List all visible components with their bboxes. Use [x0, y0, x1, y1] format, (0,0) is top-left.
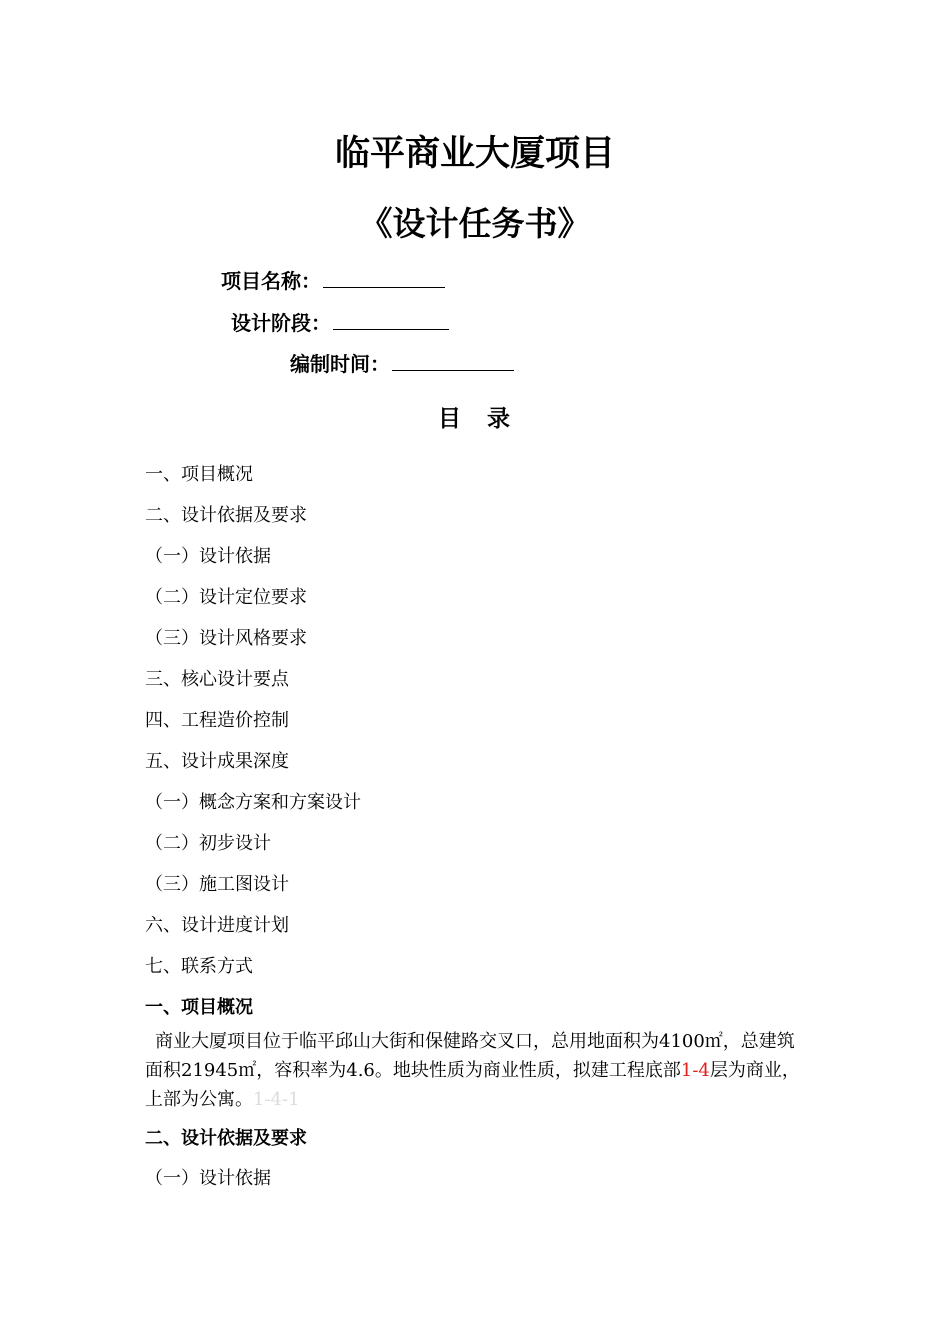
toc-heading: [0, 400, 950, 433]
design-stage-label: 设计阶段：: [231, 311, 331, 335]
toc-item[interactable]: 五、设计成果深度: [145, 751, 289, 772]
subsection-design-basis: （一）设计依据: [145, 1168, 271, 1189]
compile-time-label: 编制时间：: [290, 352, 390, 376]
toc-heading-right: 录: [487, 406, 512, 432]
project-name-field: [221, 265, 445, 294]
design-stage-blank: [333, 311, 449, 330]
overview-text-part1: 商业大厦项目位于临平邱山大街和保健路交叉口，总用地面积为4100㎡，总建筑面积21945㎡，容积率为4.6。地块性质为商业性质，拟建工程底部: [145, 1031, 795, 1081]
toc-item[interactable]: （一）概念方案和方案设计: [145, 792, 361, 813]
toc-item[interactable]: 四、工程造价控制: [145, 710, 289, 731]
toc-item[interactable]: （三）施工图设计: [145, 874, 289, 895]
project-name-label: 项目名称：: [221, 269, 321, 293]
overview-text-part2: 层为商业，上部为公寓。: [145, 1060, 800, 1110]
project-name-blank: [323, 269, 445, 288]
toc-item[interactable]: 六、设计进度计划: [145, 915, 289, 936]
faint-annotation: 1-4-1: [253, 1089, 300, 1110]
document-title: 临平商业大厦项目: [334, 134, 615, 174]
section-heading-overview: 一、项目概况: [145, 997, 253, 1018]
toc-heading-left: 目: [438, 406, 463, 432]
toc-item[interactable]: 一、项目概况: [145, 464, 253, 485]
section-heading-design-basis: 二、设计依据及要求: [145, 1128, 307, 1149]
document-subtitle: 《设计任务书》: [359, 204, 591, 243]
toc-item[interactable]: （三）设计风格要求: [145, 628, 307, 649]
toc-item[interactable]: （一）设计依据: [145, 546, 271, 567]
floor-range-highlight: 1-4: [680, 1060, 710, 1081]
overview-paragraph: [145, 1027, 807, 1114]
design-stage-field: [231, 307, 449, 336]
toc-item[interactable]: 三、核心设计要点: [145, 669, 289, 690]
toc-item[interactable]: 二、设计依据及要求: [145, 505, 307, 526]
compile-time-field: [290, 348, 514, 377]
toc-item[interactable]: （二）设计定位要求: [145, 587, 307, 608]
toc-item[interactable]: （二）初步设计: [145, 833, 271, 854]
toc-item[interactable]: 七、联系方式: [145, 956, 253, 977]
compile-time-blank: [392, 352, 514, 371]
